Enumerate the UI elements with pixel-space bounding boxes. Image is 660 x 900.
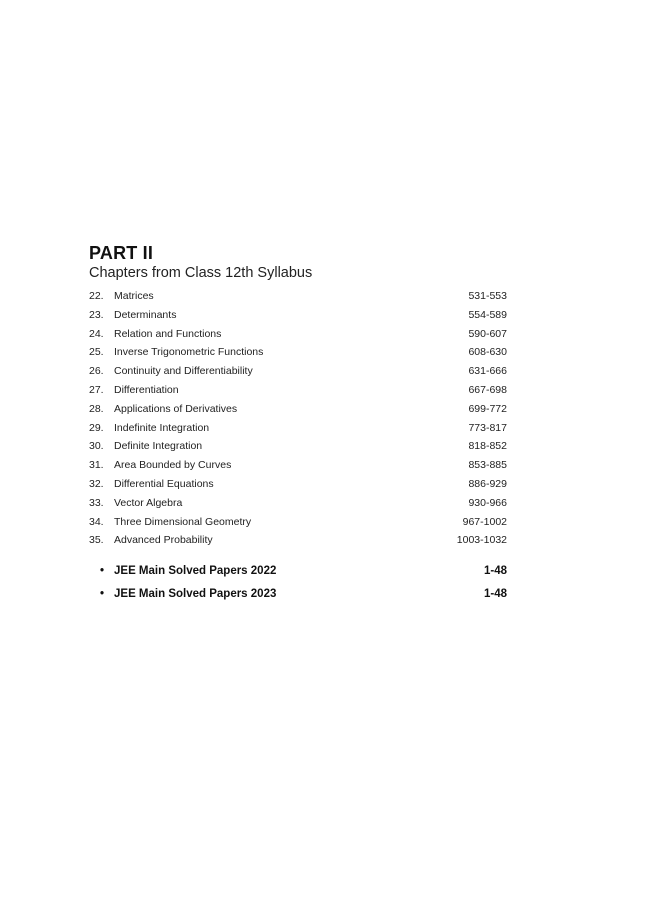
chapter-pages: 1003-1032: [456, 534, 507, 547]
solved-papers-list: [100, 565, 507, 611]
chapter-pages: 967-1002: [462, 515, 507, 528]
chapter-title: Vector Algebra: [114, 496, 183, 509]
solved-papers-title: JEE Main Solved Papers 2022: [114, 565, 277, 577]
chapter-row: [89, 384, 507, 403]
chapter-pages: 930-966: [468, 496, 507, 509]
chapter-title: Definite Integration: [114, 440, 203, 453]
chapter-row: [89, 440, 507, 459]
chapter-list: [89, 290, 507, 553]
chapter-pages: 853-885: [468, 459, 507, 472]
chapter-pages: 818-852: [468, 440, 507, 453]
chapter-title: Area Bounded by Curves: [114, 459, 232, 472]
chapter-title: Three Dimensional Geometry: [114, 515, 252, 528]
part-title: PART II: [89, 243, 154, 263]
chapter-number: 30.: [89, 440, 104, 453]
chapter-row: [89, 459, 507, 478]
solved-papers-title: JEE Main Solved Papers 2023: [114, 588, 277, 600]
chapter-row: [89, 422, 507, 441]
chapter-pages: 554-589: [468, 308, 507, 321]
chapter-pages: 699-772: [468, 402, 507, 415]
chapter-title: Inverse Trigonometric Functions: [114, 346, 264, 359]
chapter-row: [89, 346, 507, 365]
chapter-number: 35.: [89, 534, 104, 547]
chapter-row: [89, 309, 507, 328]
chapter-pages: 531-553: [468, 290, 507, 302]
solved-papers-row: [100, 588, 507, 611]
chapter-row: [89, 478, 507, 497]
chapter-title: Indefinite Integration: [114, 421, 210, 434]
chapter-title: Continuity and Differentiability: [114, 365, 253, 378]
chapter-row: [89, 328, 507, 347]
chapter-pages: 608-630: [468, 346, 507, 359]
chapter-number: 29.: [89, 421, 104, 434]
bullet-icon: •: [100, 565, 105, 577]
chapter-pages: 590-607: [468, 327, 507, 340]
chapter-title: Differentiation: [114, 383, 179, 396]
solved-papers-row: [100, 565, 507, 588]
chapter-pages: 886-929: [468, 477, 507, 490]
chapter-title: Differential Equations: [114, 477, 214, 490]
chapter-pages: 667-698: [468, 383, 507, 396]
chapter-number: 28.: [89, 402, 104, 415]
chapter-title: Determinants: [114, 308, 177, 321]
chapter-row: [89, 534, 507, 553]
chapter-number: 31.: [89, 459, 104, 472]
chapter-title: Applications of Derivatives: [114, 402, 238, 415]
chapter-row: [89, 365, 507, 384]
bullet-icon: •: [100, 588, 105, 600]
chapter-number: 27.: [89, 383, 104, 396]
chapter-number: 22.: [89, 290, 104, 302]
chapter-pages: 773-817: [468, 421, 507, 434]
chapter-title: Matrices: [114, 290, 154, 302]
chapter-row: [89, 290, 507, 309]
chapter-title: Advanced Probability: [114, 534, 213, 547]
part-subtitle: Chapters from Class 12th Syllabus: [89, 265, 313, 281]
chapter-number: 26.: [89, 365, 104, 378]
chapter-number: 23.: [89, 308, 104, 321]
chapter-title: Relation and Functions: [114, 327, 222, 340]
chapter-pages: 631-666: [468, 365, 507, 378]
chapter-number: 34.: [89, 515, 104, 528]
chapter-number: 32.: [89, 477, 104, 490]
solved-papers-pages: 1-48: [483, 588, 507, 600]
chapter-number: 24.: [89, 327, 104, 340]
chapter-row: [89, 497, 507, 516]
chapter-number: 33.: [89, 496, 104, 509]
chapter-row: [89, 403, 507, 422]
chapter-row: [89, 516, 507, 535]
chapter-number: 25.: [89, 346, 104, 359]
solved-papers-pages: 1-48: [483, 565, 507, 577]
